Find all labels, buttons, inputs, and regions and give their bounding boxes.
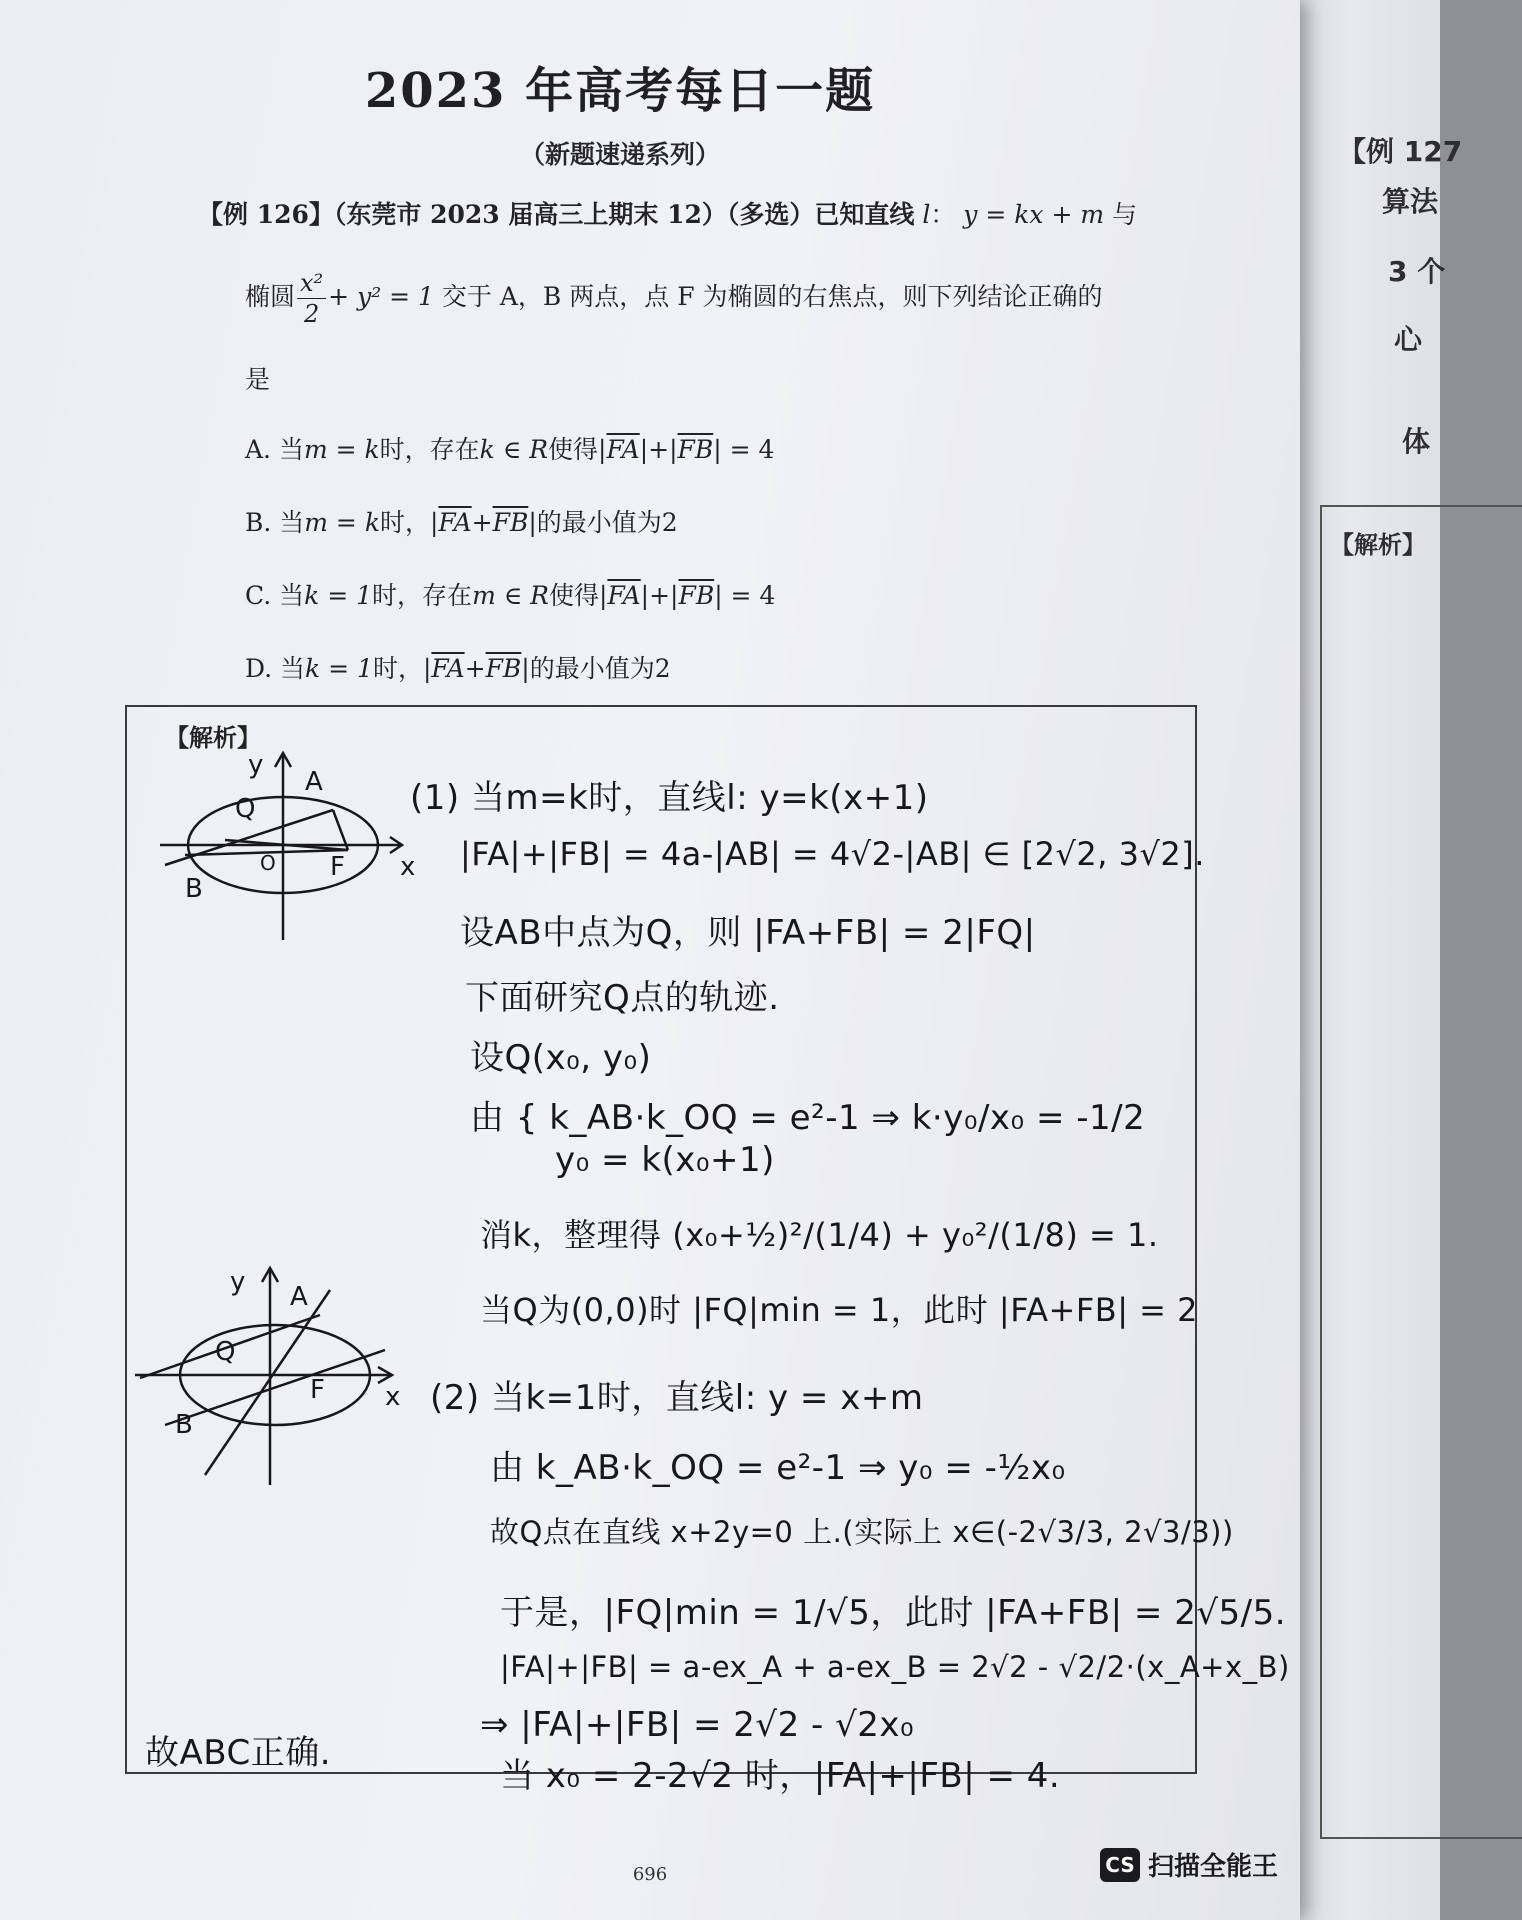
problem-line-1: 【例 126】（东莞市 2023 届高三上期末 12）（多选）已知直线 l： y = kx + m 与 — [198, 200, 1138, 229]
handwritten-conclusion: 故ABC正确. — [145, 1733, 332, 1773]
ellipse-figure-1 — [150, 745, 420, 955]
page-subtitle: （新题速递系列） — [519, 140, 720, 169]
label-x: x — [385, 1382, 401, 1412]
label-a: A — [305, 767, 323, 797]
ellipse-fraction: $\frac{\text{x²}}{2}$ — [297, 268, 326, 329]
label-f: F — [330, 852, 345, 882]
next-page-text: 算法 — [1382, 185, 1439, 218]
next-page-text: 3 个 — [1388, 255, 1446, 288]
handwritten-line: ⇒ |FA|+|FB| = 2√2 - √2x₀ — [480, 1705, 915, 1745]
watermark-text: 扫描全能王 — [1148, 1852, 1279, 1882]
problem-text: 交于 A，B 两点，点 F 为椭圆的右焦点，则下列结论正确的 — [441, 282, 1103, 311]
problem-line-3: 是 — [245, 365, 271, 394]
next-page-text: 体 — [1402, 425, 1431, 458]
parallel-line — [165, 1350, 385, 1425]
handwritten-line: |FA|+|FB| = a-ex_A + a-ex_B = 2√2 - √2/2·(x_A+x_B) — [500, 1650, 1290, 1684]
handwritten-line: |FA|+|FB| = 4a-|AB| = 4√2-|AB| ∈ [2√2, 3√2]. — [460, 835, 1205, 873]
line-name: l — [922, 200, 931, 229]
next-page-edge — [1290, 0, 1463, 1920]
problem-line-2 — [245, 268, 1102, 329]
handwritten-line: (2) 当k=1时，直线l: y = x+m — [430, 1378, 924, 1418]
handwritten-line: 由 { k_AB·k_OQ = e²-1 ⇒ k·y₀/x₀ = -1/2 — [470, 1098, 1146, 1138]
next-page-example-tag: 【例 127 — [1338, 135, 1463, 168]
ellipse-figure-2 — [130, 1260, 420, 1495]
label-x: x — [400, 852, 416, 882]
handwritten-line: 当 x₀ = 2-2√2 时，|FA|+|FB| = 4. — [500, 1756, 1061, 1796]
option-d: D. 当k = 1时，$|\overline{FA}+\overline{FB}|$的最小值为2 — [245, 654, 671, 683]
option-a: A. 当m = k时，存在k ∈ R使得$|\overline{FA}|+|\overline{FB}| = 4$ — [245, 435, 775, 464]
next-page-answer-box — [1320, 505, 1522, 1839]
label-b: B — [185, 874, 203, 904]
scanner-watermark — [1100, 1846, 1278, 1883]
handwritten-line: 下面研究Q点的轨迹. — [465, 978, 780, 1018]
example-tag: 【例 126】 — [198, 200, 334, 229]
next-page-answer-label: 【解析】 — [1330, 531, 1426, 559]
problem-source: （东莞市 2023 届高三上期末 12）（多选）已知直线 — [333, 200, 915, 229]
label-b: B — [175, 1410, 193, 1440]
problem-text: 椭圆 — [245, 282, 296, 311]
label-f: F — [310, 1375, 325, 1405]
next-page-text: 心 — [1394, 323, 1423, 356]
handwritten-line: 设Q(x₀, y₀) — [470, 1038, 652, 1078]
handwritten-line: y₀ = k(x₀+1) — [555, 1140, 775, 1180]
option-b: B. 当m = k时，$|\overline{FA}+\overline{FB}|$的最小值为2 — [245, 508, 678, 537]
handwritten-line: 当Q为(0,0)时 |FQ|min = 1，此时 |FA+FB| = 2 — [480, 1291, 1199, 1329]
answer-label: 【解析】 — [165, 724, 261, 752]
label-o: O — [260, 851, 276, 875]
handwritten-line: (1) 当m=k时，直线l: y=k(x+1) — [410, 778, 929, 818]
page-number: 696 — [632, 1864, 668, 1885]
handwritten-line: 于是，|FQ|min = 1/√5，此时 |FA+FB| = 2√5/5. — [500, 1593, 1287, 1633]
page-title: 2023 年高考每日一题 — [364, 63, 876, 119]
camscanner-logo-icon: CS — [1100, 1848, 1140, 1882]
label-y: y — [248, 750, 264, 780]
label-a: A — [290, 1282, 308, 1312]
ellipse-equation: + y² = 1 — [328, 282, 434, 311]
label-q: Q — [235, 794, 256, 824]
line-equation: y = kx + m — [963, 200, 1105, 229]
handwritten-line: 由 k_AB·k_OQ = e²-1 ⇒ y₀ = -½x₀ — [490, 1448, 1066, 1488]
problem-text: 与 — [1112, 200, 1138, 229]
label-q: Q — [215, 1337, 236, 1367]
handwritten-line: 故Q点在直线 x+2y=0 上.(实际上 x∈(-2√3/3, 2√3/3)) — [490, 1515, 1234, 1549]
option-c: C. 当k = 1时，存在m ∈ R使得$|\overline{FA}|+|\overline{FB}| = 4$ — [245, 581, 776, 610]
handwritten-line: 消k，整理得 (x₀+½)²/(1/4) + y₀²/(1/8) = 1. — [480, 1216, 1159, 1254]
label-y: y — [230, 1267, 246, 1297]
handwritten-line: 设AB中点为Q，则 |FA+FB| = 2|FQ| — [460, 913, 1036, 953]
